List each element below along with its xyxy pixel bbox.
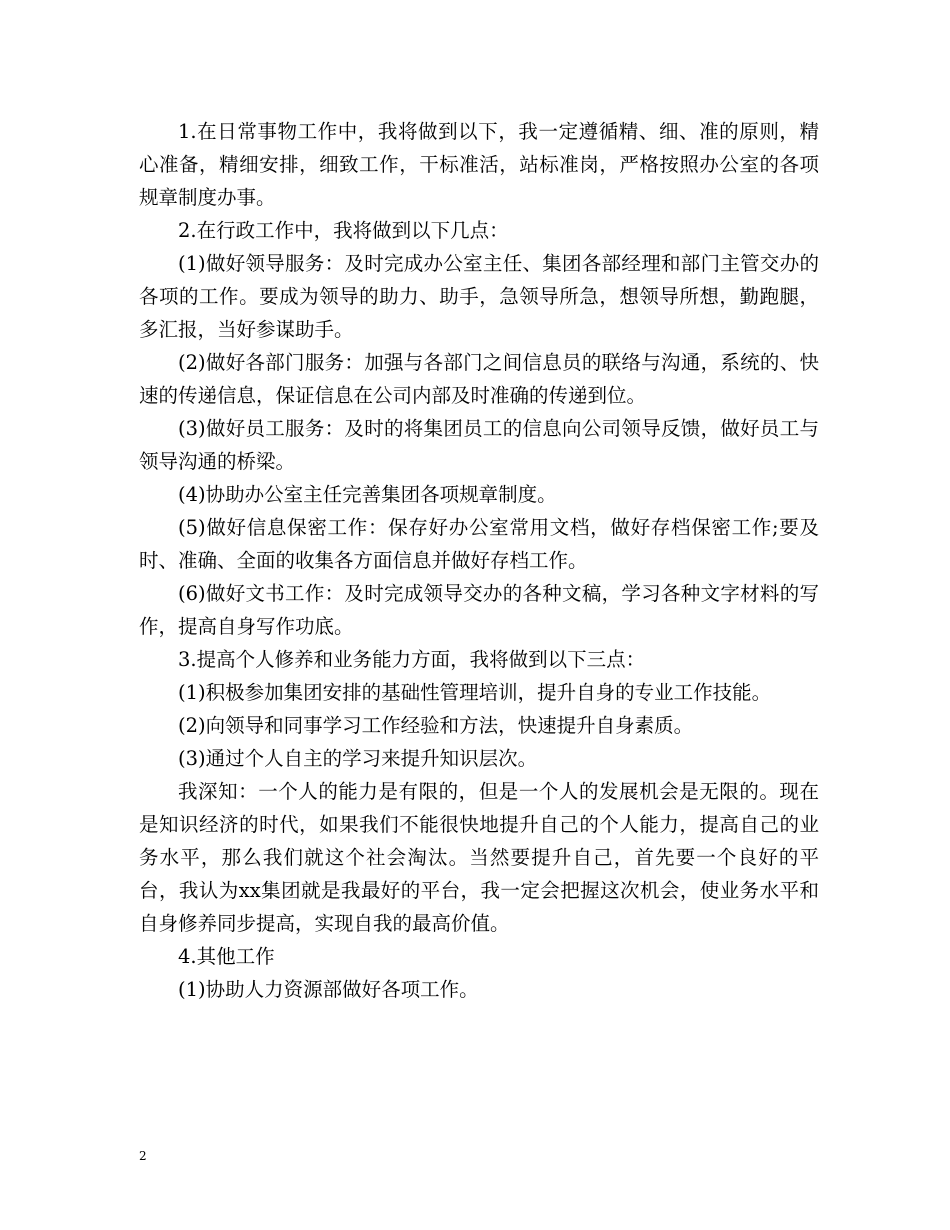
document-body <box>139 115 819 1006</box>
paragraph-7: (5)做好信息保密工作：保存好办公室常用文档，做好存档保密工作;要及时、准确、全面的收集各方面信息并做好存档工作。 <box>139 516 819 572</box>
paragraph-9: 3.提高个人修养和业务能力方面，我将做到以下三点： <box>178 648 646 671</box>
paragraph-3: (1)做好领导服务：及时完成办公室主任、集团各部经理和部门主管交办的各项的工作。要成为领导的助力、助手，急领导所急，想领导所想，勤跑腿，多汇报，当好参谋助手。 <box>139 252 819 341</box>
paragraph-14: 4.其他工作 <box>178 945 275 968</box>
paragraph-2: 2.在行政工作中，我将做到以下几点： <box>178 219 509 242</box>
paragraph-12: (3)通过个人自主的学习来提升知识层次。 <box>178 747 538 770</box>
paragraph-10: (1)积极参加集团安排的基础性管理培训，提升自身的专业工作技能。 <box>178 681 772 704</box>
page-number: 2 <box>139 1149 147 1163</box>
paragraph-13: 我深知：一个人的能力是有限的，但是一个人的发展机会是无限的。现在是知识经济的时代，如果我们不能很快地提升自己的个人能力，提高自己的业务水平，那么我们就这个社会淘汰。当然要提升自己，首先要一个良好的平台，我认为xx集团就是我最好的平台，我一定会把握这次机会，使业务水平和自身修养同步提高，实现自我的最高价值。 <box>139 780 819 935</box>
paragraph-1: 1.在日常事物工作中，我将做到以下，我一定遵循精、细、准的原则，精心准备，精细安排，细致工作，干标准活，站标准岗，严格按照办公室的各项规章制度办事。 <box>139 120 819 209</box>
paragraph-15: (1)协助人力资源部做好各项工作。 <box>178 978 479 1001</box>
paragraph-11: (2)向领导和同事学习工作经验和方法，快速提升自身素质。 <box>178 714 694 737</box>
paragraph-5: (3)做好员工服务：及时的将集团员工的信息向公司领导反馈，做好员工与领导沟通的桥梁。 <box>139 417 819 473</box>
paragraph-4: (2)做好各部门服务：加强与各部门之间信息员的联络与沟通，系统的、快速的传递信息，保证信息在公司内部及时准确的传递到位。 <box>139 351 819 407</box>
paragraph-8: (6)做好文书工作：及时完成领导交办的各种文稿，学习各种文字材料的写作，提高自身写作功底。 <box>139 582 819 638</box>
paragraph-6: (4)协助办公室主任完善集团各项规章制度。 <box>178 483 557 506</box>
